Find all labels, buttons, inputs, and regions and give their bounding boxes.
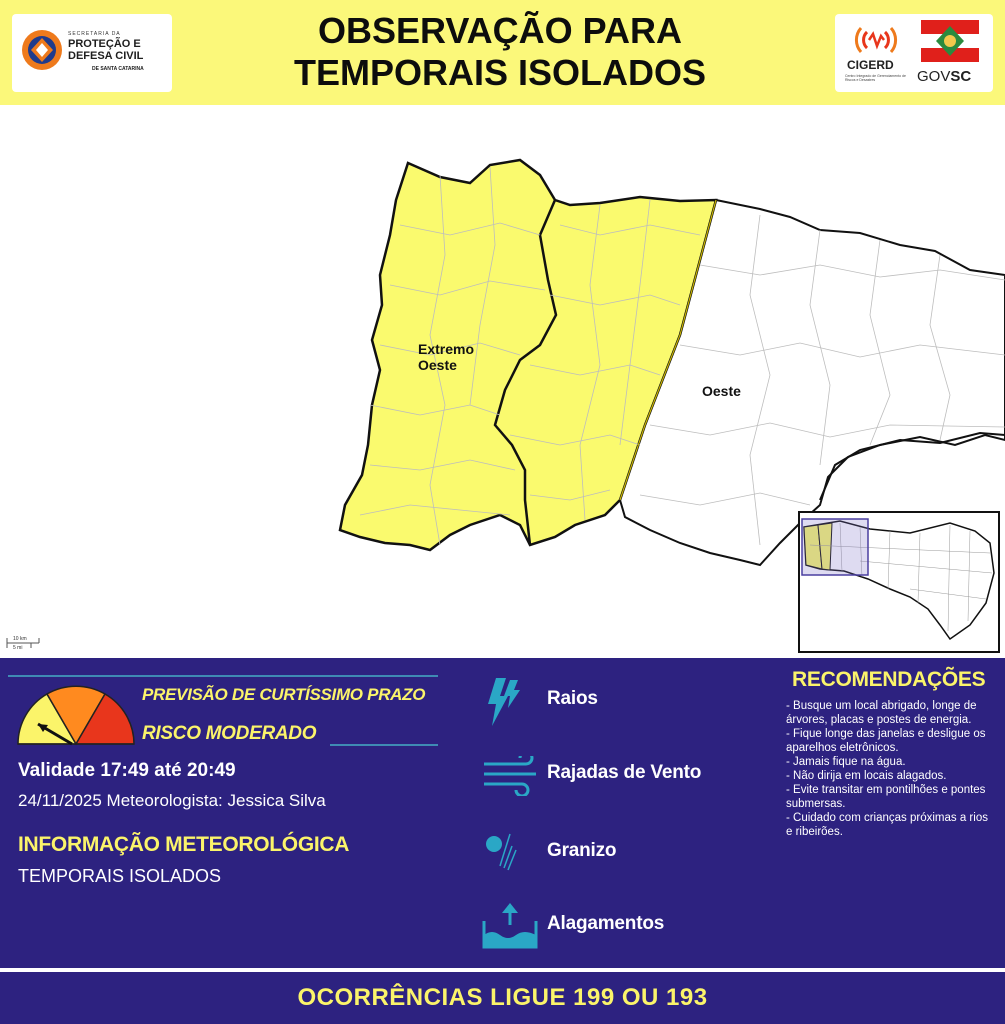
label-extremo-oeste: Extremo Oeste [418,341,475,373]
page-title: OBSERVAÇÃO PARA TEMPORAIS ISOLADOS [293,10,707,93]
flood-icon [482,901,538,949]
divider-line-short [330,744,438,746]
validity-window: Validade 17:49 até 20:49 [18,760,236,781]
meteorological-info-value: TEMPORAIS ISOLADOS [18,866,222,886]
santa-catarina-flag-icon [921,20,979,62]
cigerd-name: CIGERD [847,58,894,72]
defesa-civil-emblem-icon [20,28,64,72]
cigerd-govsc-logo [835,14,993,92]
lightning-icon [482,676,522,730]
hazard-label: Rajadas de Vento [547,762,702,783]
issue-date-meteorologist: 24/11/2025 Meteorologista: Jessica Silva [18,791,326,810]
recommendation-item: - Não dirija em locais alagados. [786,770,947,782]
cigerd-signal-icon [853,22,899,58]
defesa-civil-name: PROTEÇÃO E DEFESA CIVIL [68,38,144,62]
recommendation-item: - Cuidado com crianças próximas a rios e ribeirões. [786,812,988,838]
hazard-label: Granizo [547,840,617,861]
risk-level: RISCO MODERADO [142,723,317,744]
hail-icon [482,826,526,874]
hazard-lightning [482,676,762,736]
recommendation-item: - Busque um local abrigado, longe de árvores, placas e postes de energia. [786,700,977,726]
recommendations-list [786,699,996,839]
alert-map[interactable] [0,105,1005,658]
label-oeste: Oeste [702,383,741,399]
hazard-hail [482,826,762,886]
hazard-label: Raios [547,688,598,709]
defesa-civil-small-text: SECRETARIA DA [68,31,121,37]
forecast-title: PREVISÃO DE CURTÍSSIMO PRAZO [142,685,426,704]
divider-line [8,675,438,677]
hazard-wind [482,756,762,816]
state-outline [800,513,998,651]
header-banner [0,0,1005,105]
emergency-footer [0,968,1005,1024]
scale-km: 10 km [13,636,27,642]
hazard-flood [482,901,762,961]
govsc-wordmark: GOVSC [917,68,972,85]
locator-inset-map [798,511,1000,653]
scale-mi: 5 mi [13,645,23,651]
defesa-civil-state: DE SANTA CATARINA [92,66,144,72]
info-panel [0,658,1005,968]
hazard-label: Alagamentos [547,913,665,934]
emergency-numbers: OCORRÊNCIAS LIGUE 199 OU 193 [297,984,708,1011]
recommendation-item: - Fique longe das janelas e desligue os aparelhos eletrônicos. [786,728,986,754]
map-scale-bar [6,635,40,656]
risk-gauge-icon [14,678,138,750]
defesa-civil-logo [12,14,172,92]
cigerd-subtitle: Centro Integrado de Gerenciamento de Riscos e Desastres [845,74,906,82]
wind-icon [482,756,542,796]
recommendation-item: - Jamais fique na água. [786,756,906,768]
recommendations-title: RECOMENDAÇÕES [792,668,986,691]
meteorological-info-title: INFORMAÇÃO METEOROLÓGICA [18,833,350,856]
recommendation-item: - Evite transitar em pontilhões e pontes submersas. [786,784,986,810]
